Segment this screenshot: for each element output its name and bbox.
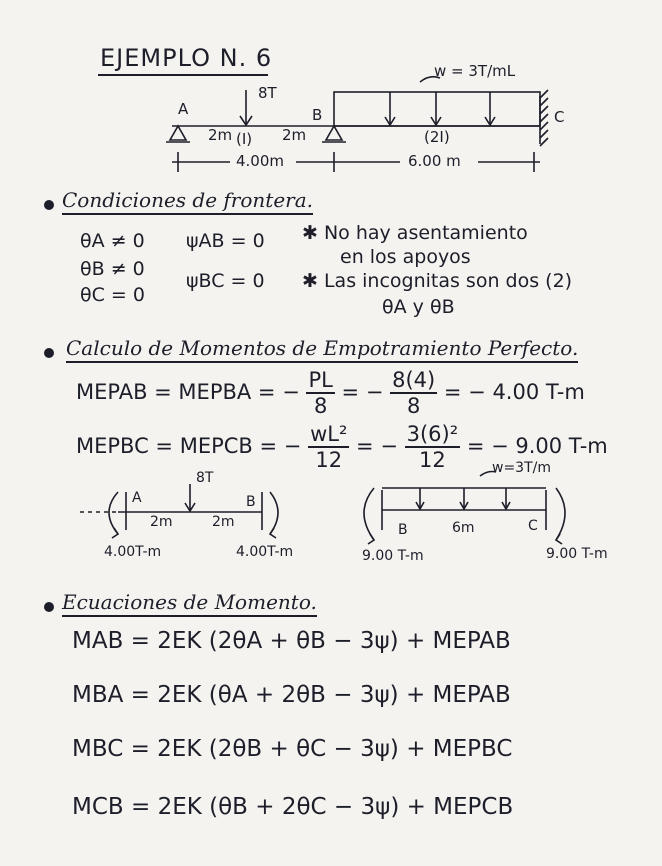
- span1-left-label: 2m: [208, 126, 233, 144]
- span2-inertia-label: (2I): [424, 128, 450, 146]
- condition-psi-ab: ψAB = 0: [186, 230, 265, 252]
- span1-right-label: 2m: [282, 126, 307, 144]
- dim2-label: 6.00 m: [408, 152, 461, 170]
- node-a-label: A: [178, 100, 189, 118]
- note-no-settlement-cont: en los apoyos: [340, 246, 471, 268]
- bullet: [44, 602, 54, 612]
- section-heading-conditions: Condiciones de frontera.: [62, 188, 313, 215]
- fbd-left-moment-b: 4.00T-m: [236, 544, 294, 560]
- equation-mep-bc: MEPBC = MEPCB = − $\frac{\text{wL²}}{12}$ = − $\frac{\text{3(6)²}}{12}$ = − 9.00 T-m: [76, 422, 608, 472]
- condition-theta-a: θA ≠ 0: [80, 230, 145, 252]
- right-moment-arc-c: [556, 488, 565, 540]
- note-no-settlement: ✱ No hay asentamiento: [302, 222, 528, 244]
- fbd-right-b-label: B: [398, 522, 408, 538]
- section-heading-moment-equations: Ecuaciones de Momento.: [62, 590, 317, 617]
- section-heading-fixed-end-moments: Calculo de Momentos de Empotramiento Perfecto.: [66, 336, 578, 363]
- equation-m-cb: MCB = 2EK (θB + 2θC − 3ψ) + MEPCB: [72, 794, 514, 820]
- point-load-label: 8T: [258, 84, 277, 102]
- node-c-label: C: [554, 108, 565, 126]
- condition-theta-c: θC = 0: [80, 284, 145, 306]
- span1-inertia-label: (I): [236, 130, 253, 148]
- fbd-left-moment-a: 4.00T-m: [104, 544, 162, 560]
- left-moment-arc-a: [109, 492, 118, 534]
- fbd-left-b-label: B: [246, 494, 256, 510]
- page-title: EJEMPLO N. 6: [100, 44, 273, 72]
- fbd-right-load-label: w=3T/m: [492, 460, 551, 476]
- fbd-left-load-label: 8T: [196, 470, 214, 486]
- equation-mep-ab: MEPAB = MEPBA = − $\frac{PL}{8}$ = − $\frac{8(4)}{8}$ = − 4.00 T-m: [76, 368, 585, 418]
- condition-theta-b: θB ≠ 0: [80, 258, 145, 280]
- note-unknowns-cont: θA y θB: [382, 296, 455, 318]
- fbd-left-d2-label: 2m: [212, 514, 235, 530]
- dim1-label: 4.00m: [236, 152, 285, 170]
- fbd-right-moment-c: 9.00 T-m: [546, 546, 608, 562]
- fbd-right-span-label: 6m: [452, 520, 475, 536]
- equation-m-ba: MBA = 2EK (θA + 2θB − 3ψ) + MEPAB: [72, 682, 511, 708]
- right-moment-arc-b: [364, 488, 374, 540]
- equation-m-ab: MAB = 2EK (2θA + θB − 3ψ) + MEPAB: [72, 628, 511, 654]
- distributed-load-label: w = 3T/mL: [434, 62, 516, 80]
- condition-psi-bc: ψBC = 0: [186, 270, 265, 292]
- left-moment-arc-b: [270, 492, 278, 534]
- fbd-right-moment-b: 9.00 T-m: [362, 548, 424, 564]
- equation-m-bc: MBC = 2EK (2θB + θC − 3ψ) + MEPBC: [72, 736, 513, 762]
- fbd-right-c-label: C: [528, 518, 538, 534]
- note-unknowns: ✱ Las incognitas son dos (2): [302, 270, 573, 292]
- node-b-label: B: [312, 106, 323, 124]
- fbd-left-a-label: A: [132, 490, 142, 506]
- fbd-left-d1-label: 2m: [150, 514, 173, 530]
